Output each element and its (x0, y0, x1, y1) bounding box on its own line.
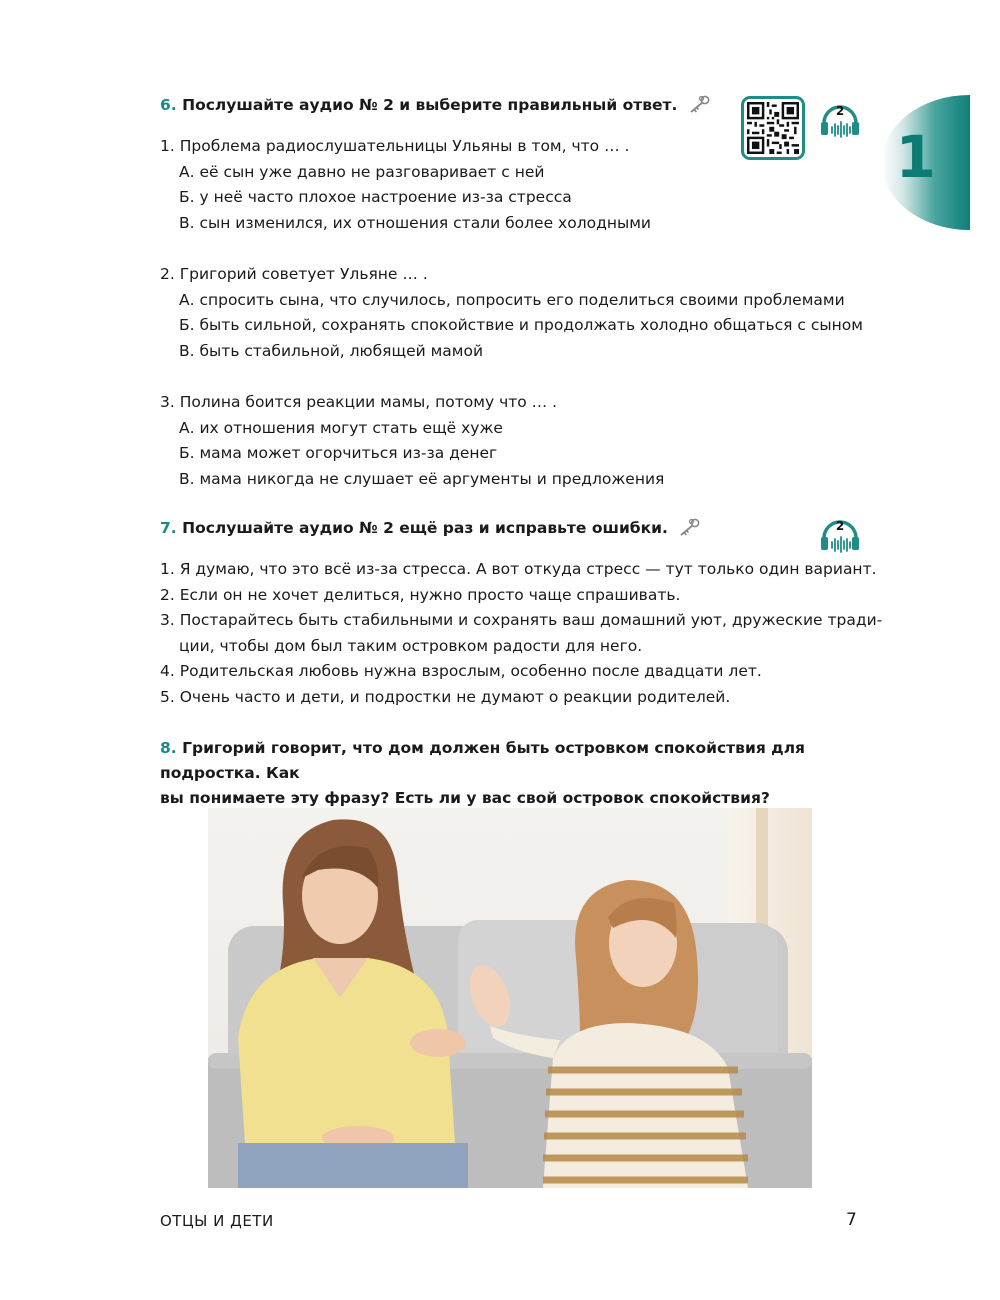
answer-option[interactable]: Б. мама может огорчиться из-за денег (179, 444, 498, 462)
question-block (160, 134, 880, 236)
task-6 (160, 93, 880, 492)
answer-option[interactable]: А. спросить сына, что случилось, попросить его поделиться своими проблемами (179, 290, 845, 309)
question-block (160, 262, 880, 364)
sentence-item: 5. Очень часто и дети, и подростки не думают о реакции родителей. (160, 687, 731, 706)
answer-option[interactable]: В. мама никогда не слушает её аргументы и предложения (179, 469, 665, 488)
sentence-item: 2. Если он не хочет делиться, нужно просто чаще спрашивать. (160, 585, 681, 604)
illustration-photo (208, 808, 812, 1188)
task-7-heading (160, 516, 880, 541)
answer-option[interactable]: А. её сын уже давно не разговаривает с ней (179, 162, 545, 181)
task-7-number: 7. (160, 519, 177, 537)
answer-option[interactable]: Б. у неё часто плохое настроение из-за стресса (179, 188, 572, 206)
sentence-item: 3. Постарайтесь быть стабильными и сохранять ваш домашний уют, дружеские тради- (160, 611, 883, 629)
task-8-heading (160, 736, 880, 786)
answer-option[interactable]: А. их отношения могут стать ещё хуже (179, 418, 503, 437)
task-8-line-1: Григорий говорит, что дом должен быть островком спокойствия для подростка. Как (160, 739, 805, 782)
audio-track-number: 2 (835, 519, 845, 533)
task-8-line-2: вы понимаете эту фразу? Есть ли у вас свой островок спокойствия? (160, 789, 770, 807)
task-8 (160, 736, 880, 811)
question-text: 3. Полина боится реакции мамы, потому что … . (160, 393, 558, 411)
sentence-item: 1. Я думаю, что это всё из-за стресса. А вот откуда стресс — тут только один вариант. (160, 560, 877, 578)
task-8-number: 8. (160, 739, 177, 757)
chapter-number: 1 (895, 123, 936, 191)
task-6-title: Послушайте аудио № 2 и выберите правильный ответ. (182, 96, 678, 114)
task-6-heading (160, 93, 880, 118)
audio-track-number: 2 (835, 104, 845, 118)
page-number: 7 (846, 1210, 857, 1230)
sentence-item: 4. Родительская любовь нужна взрослым, особенно после двадцати лет. (160, 662, 762, 680)
question-block (160, 390, 880, 492)
key-icon (689, 95, 711, 113)
task-6-number: 6. (160, 96, 177, 114)
footer-section-title: ОТЦЫ И ДЕТИ (160, 1212, 274, 1230)
answer-option[interactable]: В. быть стабильной, любящей мамой (179, 341, 484, 360)
sentence-item-continuation: ции, чтобы дом был таким островком радости для него. (179, 636, 643, 655)
task-7 (160, 516, 883, 710)
answer-option[interactable]: Б. быть сильной, сохранять спокойствие и продолжать холодно общаться с сыном (179, 316, 863, 334)
mother-daughter-photo (208, 808, 812, 1188)
question-text: 2. Григорий советует Ульяне … . (160, 265, 428, 283)
task-7-title: Послушайте аудио № 2 ещё раз и исправьте ошибки. (182, 519, 668, 537)
key-icon (679, 518, 701, 536)
question-text: 1. Проблема радиослушательницы Ульяны в том, что … . (160, 137, 630, 155)
answer-option[interactable]: В. сын изменился, их отношения стали более холодными (179, 213, 651, 232)
